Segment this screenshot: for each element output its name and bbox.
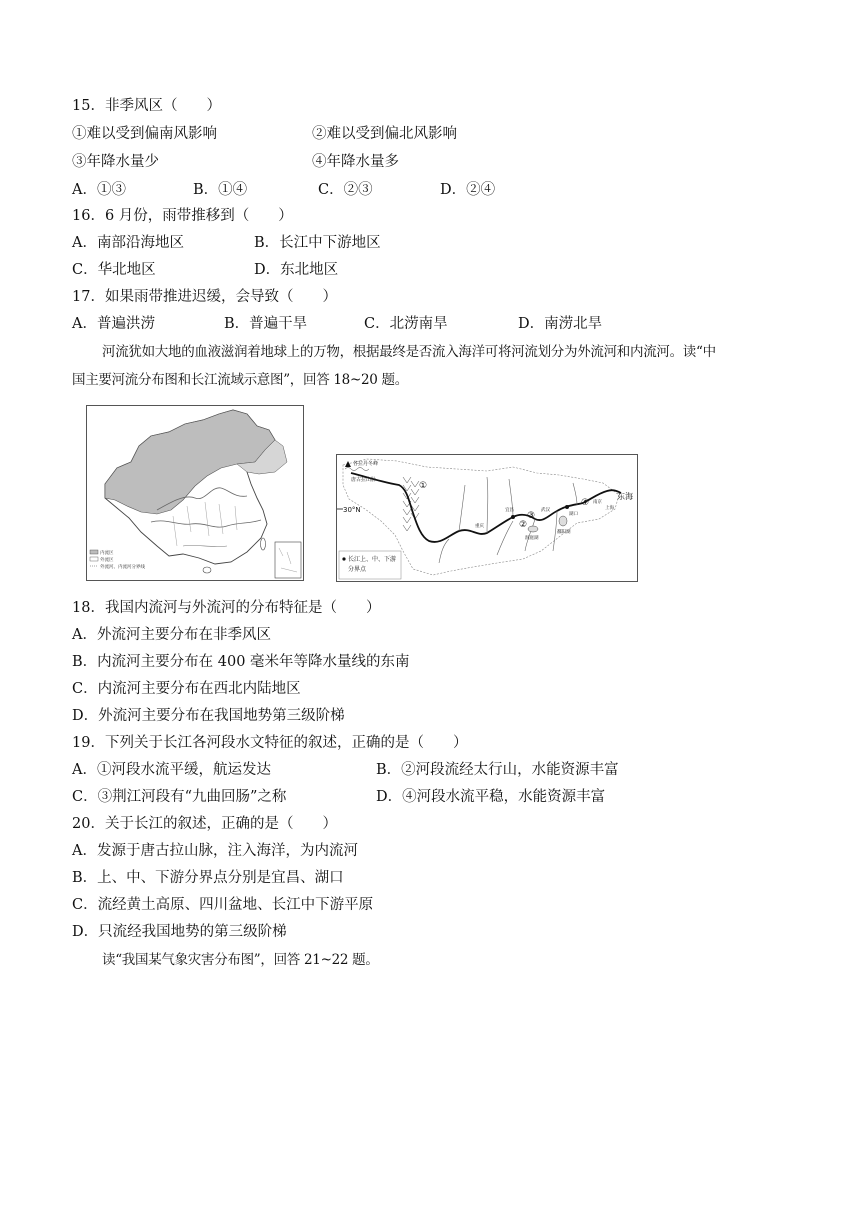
china-rivers-map-graphic <box>87 406 303 580</box>
label-wuhan: 武汉 <box>541 508 550 513</box>
legend-divider-line-1: 长江上、中、下游 <box>348 556 397 563</box>
q17-option-d: D．南涝北旱 <box>518 316 603 332</box>
label-geladandong: 各拉丹冬峰 <box>353 461 379 467</box>
q18-option-d: D．外流河主要分布在我国地势第三级阶梯 <box>72 708 345 724</box>
china-rivers-map <box>86 405 304 581</box>
south-china-sea-inset <box>275 542 301 578</box>
dongting-lake <box>528 526 538 532</box>
q19-option-d: D．④河段水流平稳，水能资源丰富 <box>376 789 606 805</box>
q16-option-c: C．华北地区 <box>72 262 156 278</box>
q20-option-a: A．发源于唐古拉山脉，注入海洋，为内流河 <box>72 843 358 859</box>
q15-statement-2: ②难以受到偏北风影响 <box>312 126 457 142</box>
q17-option-c: C．北涝南旱 <box>364 316 448 332</box>
divider-point-hukou <box>565 505 569 509</box>
legend-boundary-line: 外流河、内流河分界线 <box>100 565 145 570</box>
label-hukou: 湖口 <box>569 512 578 517</box>
label-east-sea: 东海 <box>617 492 633 501</box>
q16-stem: 16．6 月份，雨带推移到（ ） <box>72 208 293 224</box>
q19-stem: 19．下列关于长江各河段水文特征的叙述，正确的是（ ） <box>72 735 468 751</box>
yangtze-basin-map-graphic <box>337 455 637 581</box>
q15-statement-3: ③年降水量少 <box>72 154 159 170</box>
label-dongting: 洞庭湖 <box>525 536 539 541</box>
q19-option-a: A．①河段水流平缓，航运发达 <box>72 762 271 778</box>
map2-legend <box>339 551 401 579</box>
map1-legend <box>90 549 145 570</box>
legend-divider-line-2: 分界点 <box>348 566 367 573</box>
q15-option-a: A．①③ <box>72 182 126 198</box>
q15-option-d: D．②④ <box>440 182 496 198</box>
q18-stem: 18．我国内流河与外流河的分布特征是（ ） <box>72 600 381 616</box>
q17-option-b: B．普遍干旱 <box>224 316 308 332</box>
hainan-island <box>203 567 211 573</box>
q20-stem: 20．关于长江的叙述，正确的是（ ） <box>72 816 337 832</box>
marker-4: ④ <box>581 498 590 508</box>
intro-paragraph-2: 读“我国某气象灾害分布图”，回答 21~22 题。 <box>102 952 379 968</box>
poyang-lake <box>559 516 567 526</box>
yangtze-basin-map <box>336 454 638 582</box>
q18-option-a: A．外流河主要分布在非季风区 <box>72 627 271 643</box>
legend-interior: 内流区 <box>100 551 114 556</box>
label-tanggula: 唐古拉山脉 <box>351 477 377 483</box>
q18-option-b: B．内流河主要分布在 400 毫米年等降水量线的东南 <box>72 654 410 670</box>
label-shanghai: 上海 <box>605 506 614 511</box>
label-yichang: 宜昌 <box>505 508 514 513</box>
intro-paragraph-line-2: 国主要河流分布图和长江流域示意图”，回答 18~20 题。 <box>72 372 408 388</box>
q19-option-c: C．③荆江河段有“九曲回肠”之称 <box>72 789 287 805</box>
q16-option-d: D．东北地区 <box>254 262 339 278</box>
label-chongqing: 重庆 <box>475 524 484 529</box>
marker-1: ① <box>419 481 428 491</box>
taiwan-island <box>261 538 266 550</box>
q20-option-d: D．只流经我国地势的第三级阶梯 <box>72 924 287 940</box>
q17-stem: 17．如果雨带推进迟缓，会导致（ ） <box>72 289 337 305</box>
q15-statement-1: ①难以受到偏南风影响 <box>72 126 217 142</box>
label-poyang: 鄱阳湖 <box>557 530 571 535</box>
q19-option-b: B．②河段流经太行山，水能资源丰富 <box>376 762 619 778</box>
marker-2: ② <box>519 520 528 530</box>
q16-option-a: A．南部沿海地区 <box>72 235 184 251</box>
q15-stem: 15．非季风区（ ） <box>72 98 221 114</box>
q20-option-b: B．上、中、下游分界点分别是宜昌、湖口 <box>72 870 344 886</box>
marker-3: ③ <box>527 511 536 521</box>
divider-point-yichang <box>511 515 515 519</box>
q17-option-a: A．普遍洪涝 <box>72 316 155 332</box>
q16-option-b: B．长江中下游地区 <box>254 235 381 251</box>
intro-paragraph-line-1: 河流犹如大地的血液滋润着地球上的万物，根据最终是否流入海洋可将河流划分为外流河和内流河。读“中 <box>102 344 716 360</box>
q15-option-c: C．②③ <box>318 182 373 198</box>
latitude-30n-label: 30°N <box>343 506 361 514</box>
label-nanjing: 南京 <box>593 500 602 505</box>
q15-option-b: B．①④ <box>193 182 248 198</box>
q18-option-c: C．内流河主要分布在西北内陆地区 <box>72 681 301 697</box>
q20-option-c: C．流经黄土高原、四川盆地、长江中下游平原 <box>72 897 374 913</box>
q15-statement-4: ④年降水量多 <box>312 154 399 170</box>
legend-exterior: 外流区 <box>100 558 114 563</box>
